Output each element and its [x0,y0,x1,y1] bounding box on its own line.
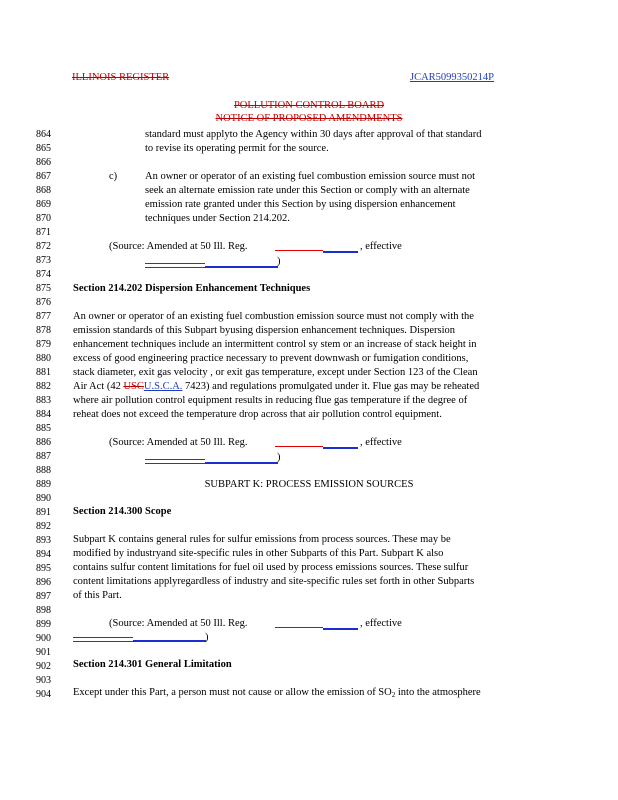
deleted-blank-line [275,446,323,447]
text-line: An owner or operator of an existing fuel combustion emission source must not comply with the [73,311,474,322]
line-number: 867 [36,171,51,182]
line-number: 874 [36,269,51,280]
text-line: stack diameter, exit gas velocity , or exit gas temperature, except under Section 123 of the Clean [73,367,478,378]
deleted-blank-line [73,641,133,642]
header-register-title: ILLINOIS REGISTER [72,72,170,83]
notice-title: NOTICE OF PROPOSED AMENDMENTS [215,113,403,124]
text-fragment: 7423) and regulations promulgated under it. Flue gas may be reheated [182,381,480,392]
closing-paren: ) [205,632,209,643]
line-number: 898 [36,605,51,616]
line-number: 889 [36,479,51,490]
line-number: 885 [36,423,51,434]
text-line: seek an alternate emission rate under this Section or comply with an alternate [145,185,470,196]
inserted-blank-line [323,447,358,449]
effective-label: , effective [360,618,402,629]
section-heading: Section 214.202 Dispersion Enhancement Techniques [73,283,311,294]
text-line: where air pollution control equipment results in reducing flue gas temperature if the degree of [73,395,468,406]
line-number: 872 [36,241,51,252]
line-number: 884 [36,409,51,420]
text-line: excess of good engineering practice necessary to prevent downwash or fumigation conditions, [73,353,469,364]
subsection-label: c) [109,171,118,182]
line-number: 871 [36,227,51,238]
line-number: 896 [36,577,51,588]
subscript: 2 [391,691,396,699]
text-line: standard must applyto the Agency within 30 days after approval of that standard [145,129,482,140]
source-note: (Source: Amended at 50 Ill. Reg. [109,437,248,448]
line-number: 899 [36,619,51,630]
line-number: 904 [36,689,51,700]
effective-label: , effective [360,437,402,448]
inserted-blank-line [205,462,278,464]
line-number: 882 [36,381,51,392]
line-number: 866 [36,157,51,168]
text-line: content limitations applyregardless of industry and site-specific rules set forth in other Subparts [73,576,475,587]
section-heading: Section 214.301 General Limitation [73,659,232,670]
line-number: 893 [36,535,51,546]
text-fragment: Air Act (42 [73,381,124,392]
line-number: 881 [36,367,51,378]
deleted-blank-line [73,637,133,638]
deleted-blank-line [145,459,205,460]
line-number: 900 [36,633,51,644]
closing-paren: ) [277,452,281,463]
text-line: techniques under Section 214.202. [145,213,290,224]
line-number: 864 [36,129,51,140]
line-number: 869 [36,199,51,210]
deleted-blank-line [275,250,323,251]
line-number: 879 [36,339,51,350]
text-line: Subpart K contains general rules for sulfur emissions from process sources. These may be [73,534,451,545]
line-number: 891 [36,507,51,518]
text-fragment: Except under this Part, a person must not cause or allow the emission of SO [73,687,392,698]
line-number: 880 [36,353,51,364]
inserted-blank-line [205,266,278,268]
text-line: contains sulfur content limitations for fuel oil used by process emissions sources. These sulfur [73,562,469,573]
subpart-heading: SUBPART K: PROCESS EMISSION SOURCES [204,479,414,490]
line-number: 892 [36,521,51,532]
effective-label: , effective [360,241,402,252]
text-line: emission rate granted under this Section by using dispersion enhancement [145,199,456,210]
text-line: to revise its operating permit for the source. [145,143,329,154]
text-line: emission standards of this Subpart byusing dispersion enhancement techniques. Dispersion [73,325,456,336]
line-number: 887 [36,451,51,462]
text-line-with-edit [73,380,479,394]
source-note: (Source: Amended at 50 Ill. Reg. [109,241,248,252]
source-note: (Source: Amended at 50 Ill. Reg. [109,618,248,629]
line-number: 890 [36,493,51,504]
section-heading: Section 214.300 Scope [73,506,172,517]
inserted-text: U.S.C.A. [143,381,183,392]
text-line: reheat does not exceed the temperature drop across that air pollution control equipment. [73,409,442,420]
line-number: 895 [36,563,51,574]
deleted-blank-line [145,267,205,268]
line-number: 903 [36,675,51,686]
text-line: An owner or operator of an existing fuel combustion emission source must not [145,171,476,182]
deleted-blank-line [145,263,205,264]
deleted-blank-line [275,627,323,628]
line-number: 877 [36,311,51,322]
line-number: 876 [36,297,51,308]
deleted-text: USC [123,381,144,392]
line-number: 901 [36,647,51,658]
line-number: 878 [36,325,51,336]
line-number: 888 [36,465,51,476]
closing-paren: ) [277,256,281,267]
text-fragment: into the atmosphere [395,687,481,698]
text-line [73,686,481,702]
line-number: 883 [36,395,51,406]
header-document-id-link[interactable]: JCAR5099350214P [410,72,495,83]
inserted-blank-line [323,251,358,253]
line-number: 868 [36,185,51,196]
line-number: 886 [36,437,51,448]
line-number: 873 [36,255,51,266]
line-number: 875 [36,283,51,294]
line-number: 870 [36,213,51,224]
inserted-blank-line [133,640,206,642]
inserted-blank-line [323,628,358,630]
deleted-blank-line [145,463,205,464]
text-line: of this Part. [73,590,122,601]
line-number: 865 [36,143,51,154]
text-line: enhancement techniques include an intermittent control sy stem or an increase of stack height in [73,339,477,350]
board-name: POLLUTION CONTROL BOARD [233,100,385,111]
line-number: 894 [36,549,51,560]
line-number: 902 [36,661,51,672]
text-line: modified by industryand site-specific rules in other Subparts of this Part. Subpart K also [73,548,444,559]
line-number: 897 [36,591,51,602]
